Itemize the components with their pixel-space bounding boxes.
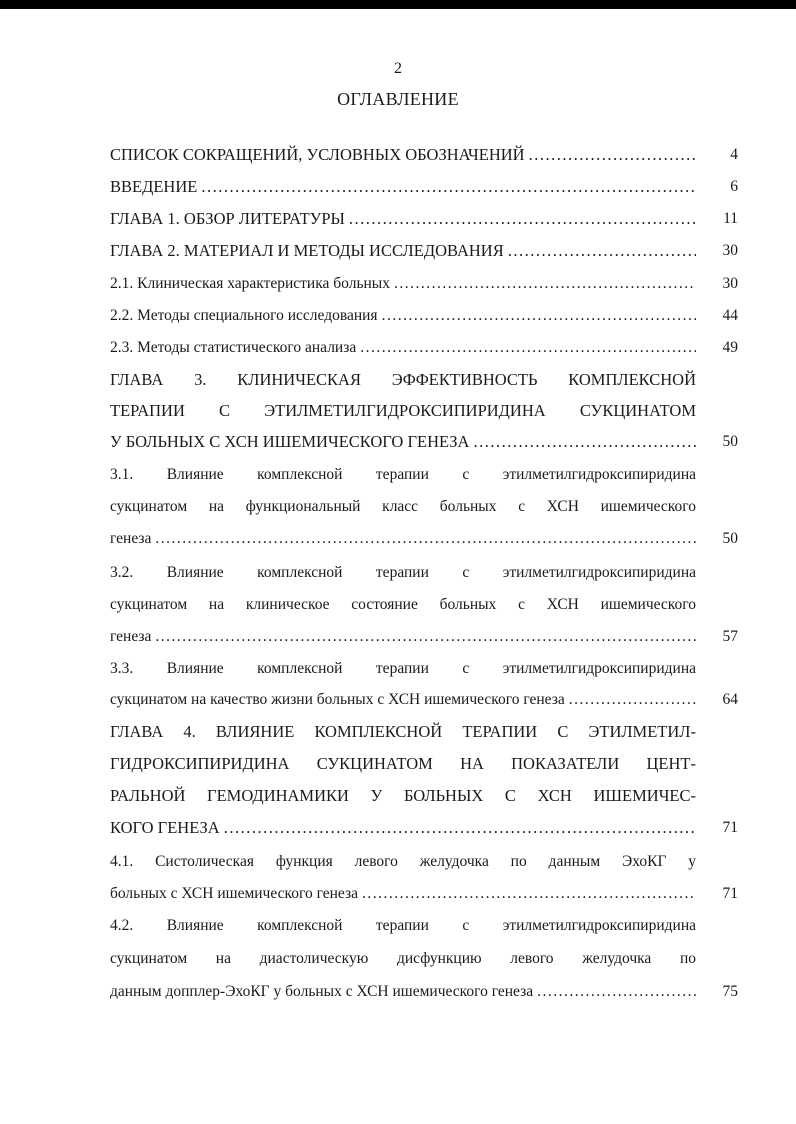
toc-page-number: 50 <box>722 530 738 547</box>
toc-line: сукцинатом на клиническое состояние больных с ХСН ишемического <box>110 596 696 613</box>
toc-page-number: 57 <box>722 628 738 645</box>
toc-page-number: 30 <box>722 275 738 292</box>
toc-line: СПИСОК СОКРАЩЕНИЙ, УСЛОВНЫХ ОБОЗНАЧЕНИЙ <box>110 145 525 164</box>
toc-leader-dots <box>382 304 696 328</box>
toc-leader-dots <box>349 207 696 231</box>
toc-line: ГЛАВА 1. ОБЗОР ЛИТЕРАТУРЫ <box>110 209 345 228</box>
toc-line: 4.2. Влияние комплексной терапии с этилметилгидроксипиридина <box>110 917 696 934</box>
toc-leader-dots <box>569 688 696 712</box>
toc-line: ГЛАВА 3. КЛИНИЧЕСКАЯ ЭФФЕКТИВНОСТЬ КОМПЛЕКСНОЙ <box>110 370 696 389</box>
toc-line: 4.1. Систолическая функция левого желудочка по данным ЭхоКГ у <box>110 853 696 870</box>
toc-leader-dots <box>394 272 696 296</box>
table-of-contents <box>110 0 738 1124</box>
toc-line: ВВЕДЕНИЕ <box>110 177 198 196</box>
toc-line: 2.3. Методы статистического анализа <box>110 339 357 356</box>
toc-page-number: 75 <box>722 983 738 1000</box>
toc-page-number: 49 <box>722 339 738 356</box>
toc-leader-dots <box>224 816 696 840</box>
page-number: 2 <box>394 60 402 77</box>
toc-line: 3.2. Влияние комплексной терапии с этилметилгидроксипиридина <box>110 564 696 581</box>
toc-line: данным допплер-ЭхоКГ у больных с ХСН ишемического генеза <box>110 983 534 1000</box>
toc-leader-dots <box>508 239 696 263</box>
toc-line: генеза <box>110 530 152 547</box>
toc-page-number: 50 <box>722 433 738 450</box>
toc-page-number: 4 <box>730 146 738 163</box>
toc-line: генеза <box>110 628 152 645</box>
toc-line: КОГО ГЕНЕЗА <box>110 818 220 837</box>
toc-leader-dots <box>529 143 696 167</box>
toc-leader-dots <box>360 336 696 360</box>
toc-line: 2.1. Клиническая характеристика больных <box>110 275 390 292</box>
toc-line: 3.1. Влияние комплексной терапии с этилметилгидроксипиридина <box>110 466 696 483</box>
toc-line: ГЛАВА 4. ВЛИЯНИЕ КОМПЛЕКСНОЙ ТЕРАПИИ С ЭТИЛМЕТИЛ- <box>110 722 696 741</box>
toc-leader-dots <box>155 625 696 649</box>
toc-line: 3.3. Влияние комплексной терапии с этилметилгидроксипиридина <box>110 660 696 677</box>
toc-line: ГЛАВА 2. МАТЕРИАЛ И МЕТОДЫ ИССЛЕДОВАНИЯ <box>110 241 504 260</box>
toc-page-number: 11 <box>723 210 738 227</box>
page-title: ОГЛАВЛЕНИЕ <box>337 89 459 109</box>
toc-leader-dots <box>362 882 696 906</box>
toc-leader-dots <box>537 980 696 1004</box>
toc-line: 2.2. Методы специального исследования <box>110 307 378 324</box>
toc-leader-dots <box>473 430 696 454</box>
toc-page-number: 71 <box>722 819 738 836</box>
toc-line: У БОЛЬНЫХ С ХСН ИШЕМИЧЕСКОГО ГЕНЕЗА <box>110 432 470 451</box>
toc-line: РАЛЬНОЙ ГЕМОДИНАМИКИ У БОЛЬНЫХ С ХСН ИШЕМИЧЕС- <box>110 786 696 805</box>
toc-page-number: 6 <box>730 178 738 195</box>
toc-page-number: 44 <box>722 307 738 324</box>
toc-page-number: 64 <box>722 691 738 708</box>
toc-line: сукцинатом на функциональный класс больных с ХСН ишемического <box>110 498 696 515</box>
toc-page-number: 30 <box>722 242 738 259</box>
toc-line: ТЕРАПИИ С ЭТИЛМЕТИЛГИДРОКСИПИРИДИНА СУКЦИНАТОМ <box>110 401 696 420</box>
toc-leader-dots <box>155 527 696 551</box>
toc-line: больных с ХСН ишемического генеза <box>110 885 358 902</box>
toc-leader-dots <box>201 175 696 199</box>
toc-line: сукцинатом на диастолическую дисфункцию левого желудочка по <box>110 950 696 967</box>
toc-line: сукцинатом на качество жизни больных с ХСН ишемического генеза <box>110 691 565 708</box>
toc-page-number: 71 <box>722 885 738 902</box>
toc-line: ГИДРОКСИПИРИДИНА СУКЦИНАТОМ НА ПОКАЗАТЕЛИ ЦЕНТ- <box>110 754 696 773</box>
